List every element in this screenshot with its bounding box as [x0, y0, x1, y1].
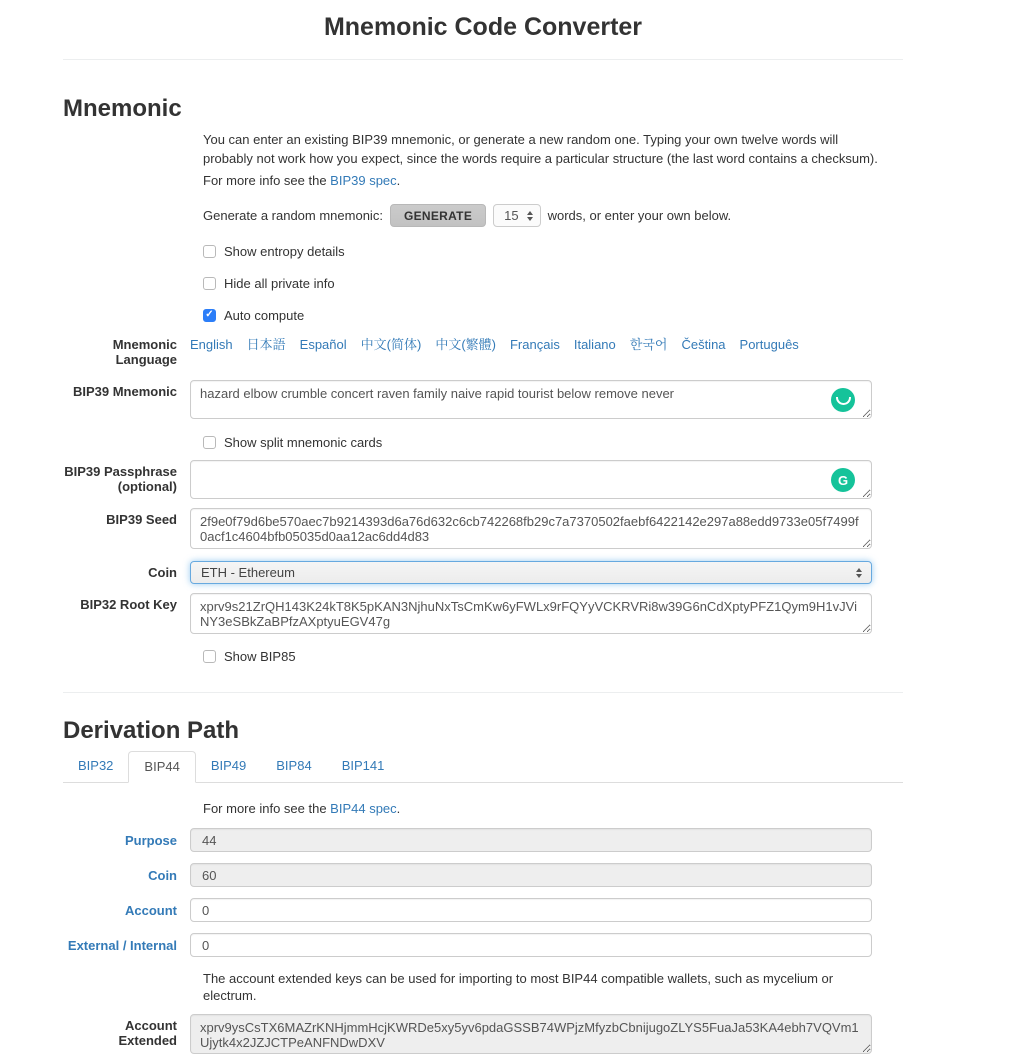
language-link-chinese-simplified[interactable]: 中文(简体) [360, 337, 422, 352]
language-link-portuguese[interactable]: Português [739, 337, 799, 352]
show-entropy-checkbox[interactable] [203, 245, 216, 258]
account-extended-row [63, 1014, 903, 1054]
show-bip85-label[interactable]: Show BIP85 [224, 648, 296, 664]
auto-compute-label[interactable]: Auto compute [224, 307, 305, 323]
bip44-more-info-line [203, 800, 885, 817]
split-mnemonic-cards-label[interactable]: Show split mnemonic cards [224, 434, 383, 450]
bip44-spec-link[interactable]: BIP44 spec [330, 801, 397, 816]
mnemonic-language-label: Mnemonic Language [112, 337, 177, 367]
main-container [63, 0, 903, 1054]
coin-select[interactable] [190, 561, 872, 584]
show-entropy-row [203, 243, 885, 259]
account-extended-label: Account Extended [118, 1018, 177, 1048]
coin-label: Coin [148, 565, 177, 580]
language-link-czech[interactable]: Čeština [681, 337, 726, 352]
derivation-path-heading: Derivation Path [63, 717, 240, 744]
language-links [190, 336, 872, 353]
show-bip85-row [203, 648, 885, 664]
word-count-select[interactable] [493, 204, 540, 227]
coin-type-label: Coin [148, 868, 177, 883]
more-info-suffix: . [396, 173, 401, 188]
bip32-root-key-row [63, 593, 903, 634]
word-count-value: 15 [504, 208, 519, 223]
tab-bip84[interactable]: BIP84 [276, 758, 312, 773]
purpose-label: Purpose [124, 833, 177, 848]
wallet-compatibility-note: The account extended keys can be used for importing to most BIP44 compatible wallets, such as mycelium or electrum. [203, 971, 834, 1003]
language-link-japanese[interactable]: 日本語 [246, 337, 286, 352]
purpose-row [63, 828, 903, 852]
bip39-passphrase-row [63, 460, 903, 499]
account-label: Account [125, 903, 177, 918]
tab-bip44[interactable]: BIP44 [128, 751, 195, 783]
select-arrows-icon [856, 568, 862, 578]
show-bip85-checkbox[interactable] [203, 650, 216, 663]
language-link-english[interactable]: English [190, 337, 233, 352]
derivation-tabs [63, 751, 903, 783]
tab-bip32[interactable]: BIP32 [78, 758, 114, 773]
split-mnemonic-cards-checkbox[interactable] [203, 436, 216, 449]
account-row [63, 898, 903, 922]
hide-private-row [203, 275, 885, 291]
language-link-italian[interactable]: Italiano [573, 337, 616, 352]
external-internal-input[interactable] [190, 933, 872, 957]
stepper-arrows-icon [527, 211, 533, 221]
bip44-tab-panel [63, 783, 903, 1054]
bip39-mnemonic-input[interactable] [190, 380, 872, 419]
language-link-french[interactable]: Français [509, 337, 560, 352]
bip39-seed-row [63, 508, 903, 549]
split-cards-row [203, 434, 885, 450]
mnemonic-section [63, 97, 903, 664]
language-link-spanish[interactable]: Español [299, 337, 347, 352]
bip39-passphrase-label: BIP39 Passphrase (optional) [64, 464, 177, 494]
bip39-mnemonic-label: BIP39 Mnemonic [72, 384, 177, 399]
external-internal-label: External / Internal [67, 938, 177, 953]
bip39-more-info-line [203, 172, 885, 189]
bip39-passphrase-input[interactable] [190, 460, 872, 499]
hide-private-info-label[interactable]: Hide all private info [224, 275, 335, 291]
page-title: Mnemonic Code Converter [323, 13, 643, 41]
generate-suffix: words, or enter your own below. [547, 208, 732, 223]
generate-label: Generate a random mnemonic: [203, 208, 383, 223]
purpose-input [190, 828, 872, 852]
bip39-spec-link[interactable]: BIP39 spec [330, 173, 397, 188]
section-divider [63, 692, 903, 693]
generate-button[interactable]: GENERATE [390, 204, 486, 227]
mnemonic-intro-text: You can enter an existing BIP39 mnemonic, or generate a new random one. Typing your own twelve words will probably not work how you expect, since the words require a particular structure (the last word contains a checksum). [203, 132, 878, 166]
account-extended-private-key-input[interactable] [190, 1014, 872, 1054]
derivation-path-section [63, 719, 903, 1054]
hide-private-info-checkbox[interactable] [203, 277, 216, 290]
language-link-chinese-traditional[interactable]: 中文(繁體) [435, 337, 496, 352]
generate-row [203, 204, 885, 227]
more-info-prefix: For more info see the [203, 801, 331, 816]
coin-type-row [63, 863, 903, 887]
account-input[interactable] [190, 898, 872, 922]
coin-type-input [190, 863, 872, 887]
auto-compute-row [203, 307, 885, 323]
bip32-root-key-label: BIP32 Root Key [80, 597, 177, 612]
bip39-seed-label: BIP39 Seed [106, 512, 177, 527]
coin-selected-value: ETH - Ethereum [201, 565, 295, 580]
top-divider [63, 59, 903, 60]
more-info-prefix: For more info see the [203, 173, 331, 188]
bip39-seed-input[interactable] [190, 508, 872, 549]
external-internal-row [63, 933, 903, 957]
more-info-suffix: . [396, 801, 401, 816]
grammarly-icon [831, 468, 855, 492]
bip39-mnemonic-row [63, 380, 903, 419]
bip32-root-key-input[interactable] [190, 593, 872, 634]
mnemonic-heading: Mnemonic [63, 95, 182, 122]
language-link-korean[interactable]: 한국어 [629, 337, 668, 352]
tab-bip49[interactable]: BIP49 [210, 758, 247, 773]
coin-row [63, 561, 903, 584]
grammarly-icon [831, 388, 855, 412]
mnemonic-language-row [63, 336, 903, 367]
tab-bip141[interactable]: BIP141 [341, 758, 385, 773]
auto-compute-checkbox[interactable] [203, 309, 216, 322]
show-entropy-label[interactable]: Show entropy details [224, 243, 345, 259]
